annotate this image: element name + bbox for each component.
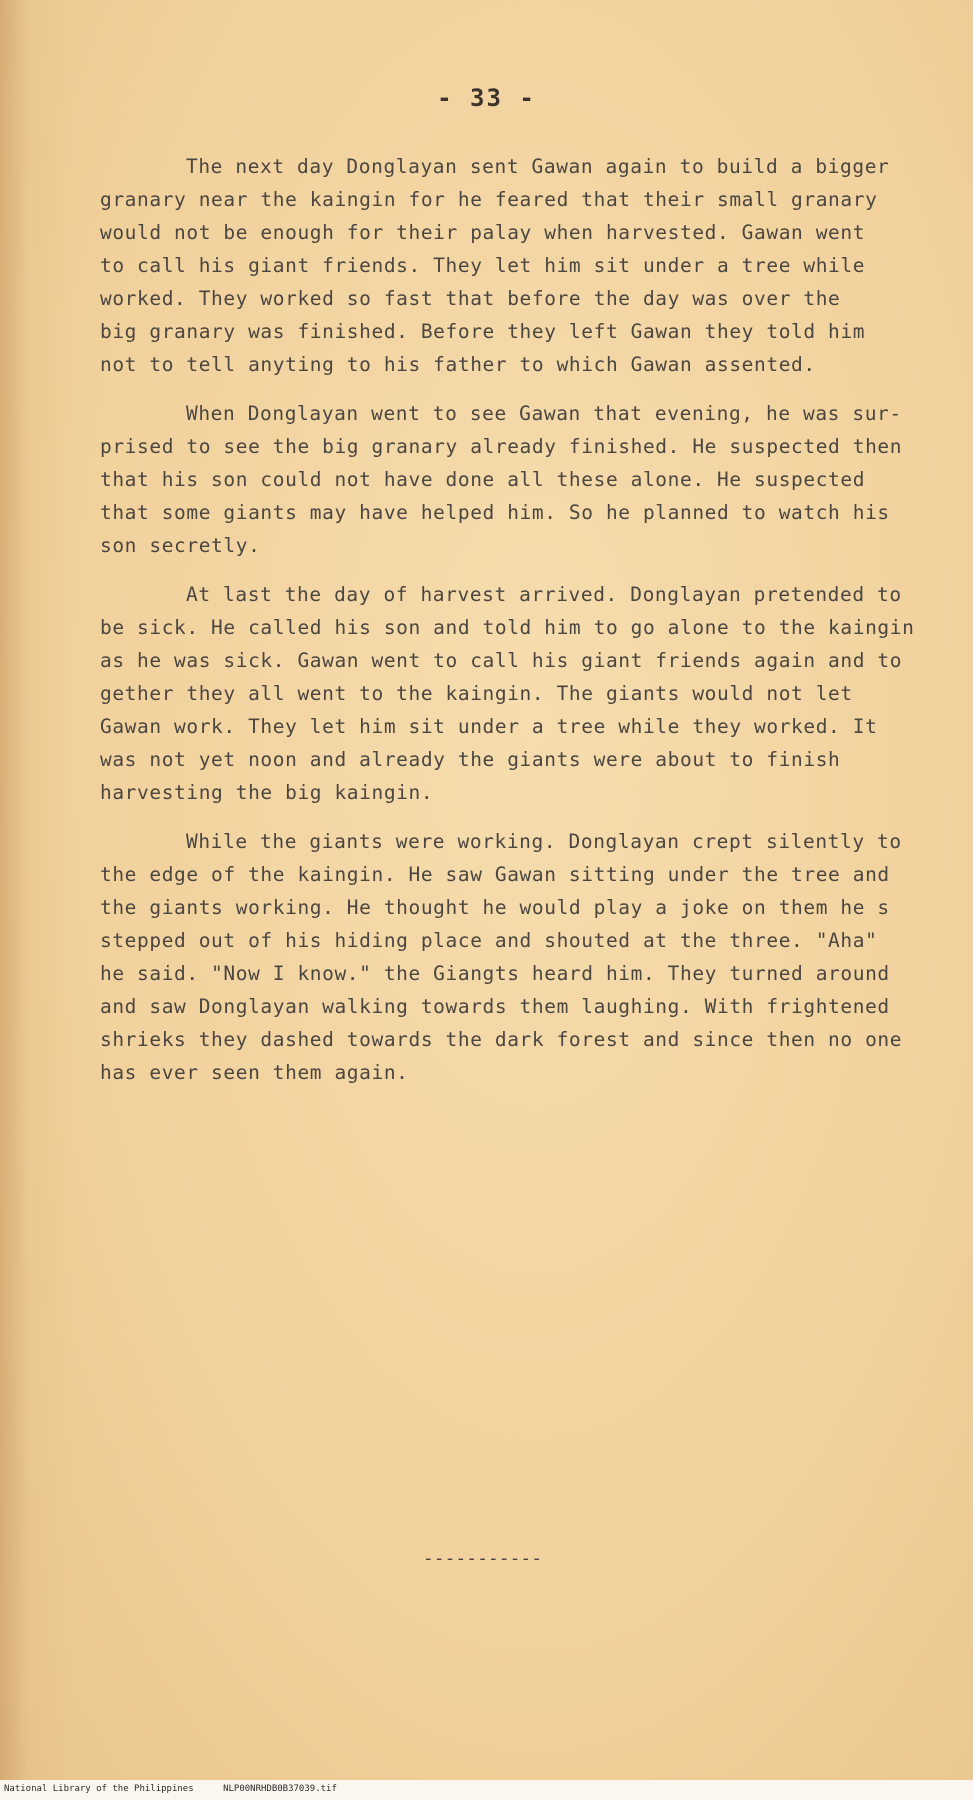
text-line: that some giants may have helped him. So he planned to watch his: [100, 501, 890, 524]
paragraph-1: [100, 150, 915, 381]
text-line: big granary was finished. Before they left Gawan they told him: [100, 320, 866, 343]
text-line: has ever seen them again.: [100, 1061, 409, 1084]
text-line: be sick. He called his son and told him to go alone to the kaingin: [100, 616, 915, 639]
library-credit: National Library of the Philippines: [4, 1784, 194, 1794]
scan-footer: [4, 1784, 361, 1794]
text-line: son secretly.: [100, 534, 261, 557]
page-number: - 33 -: [437, 84, 536, 112]
text-line: to call his giant friends. They let him sit under a tree while: [100, 254, 866, 277]
section-separator: -----------: [422, 1548, 543, 1569]
text-line: the edge of the kaingin. He saw Gawan sitting under the tree and: [100, 863, 890, 886]
text-line: harvesting the big kaingin.: [100, 781, 434, 804]
text-line: When Donglayan went to see Gawan that evening, he was sur-: [186, 402, 902, 425]
text-line: that his son could not have done all these alone. He suspected: [100, 468, 866, 491]
text-line: While the giants were working. Donglayan crept silently to: [186, 830, 902, 853]
text-line: the giants working. He thought he would play a joke on them he s: [100, 896, 890, 919]
text-line: prised to see the big granary already finished. He suspected then: [100, 435, 903, 458]
text-line: At last the day of harvest arrived. Donglayan pretended to: [186, 583, 902, 606]
text-line: was not yet noon and already the giants were about to finish: [100, 748, 841, 771]
text-line: Gawan work. They let him sit under a tree while they worked. It: [100, 715, 878, 738]
body-text: [100, 150, 915, 1089]
text-line: shrieks they dashed towards the dark forest and since then no one: [100, 1028, 903, 1051]
text-line: The next day Donglayan sent Gawan again to build a bigger: [186, 155, 890, 178]
paragraph-3: [100, 578, 915, 809]
text-line: worked. They worked so fast that before the day was over the: [100, 287, 841, 310]
text-line: he said. "Now I know." the Giangts heard him. They turned around: [100, 962, 890, 985]
file-name: NLP00NRHDB0B37039.tif: [223, 1784, 337, 1794]
paragraph-4: [100, 825, 915, 1089]
text-line: granary near the kaingin for he feared that their small granary: [100, 188, 878, 211]
text-line: not to tell anyting to his father to which Gawan assented.: [100, 353, 816, 376]
text-line: as he was sick. Gawan went to call his giant friends again and to: [100, 649, 903, 672]
text-line: would not be enough for their palay when harvested. Gawan went: [100, 221, 866, 244]
paragraph-2: [100, 397, 915, 562]
text-line: stepped out of his hiding place and shouted at the three. "Aha": [100, 929, 878, 952]
text-line: gether they all went to the kaingin. The giants would not let: [100, 682, 853, 705]
text-line: and saw Donglayan walking towards them laughing. With frightened: [100, 995, 890, 1018]
